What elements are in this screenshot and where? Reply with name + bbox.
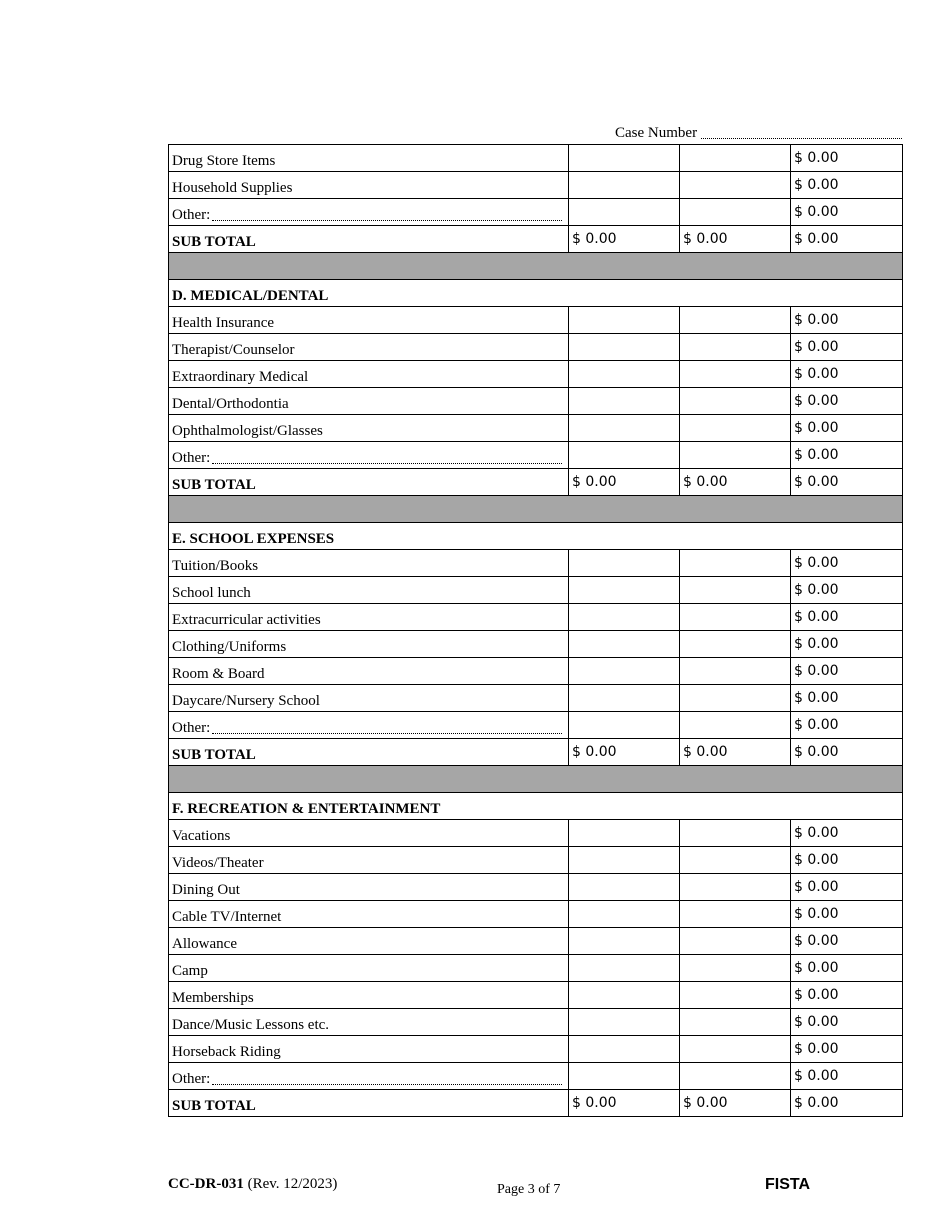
- expense-label: Extracurricular activities: [169, 604, 569, 631]
- amount-cell-3[interactable]: $ 0.00: [791, 550, 903, 577]
- subtotal-amount-3: $ 0.00: [791, 469, 903, 496]
- amount-cell-2[interactable]: [680, 442, 791, 469]
- amount-cell-3[interactable]: $ 0.00: [791, 577, 903, 604]
- expense-row: [169, 982, 903, 1009]
- section-header: [169, 280, 903, 307]
- expense-row: [169, 604, 903, 631]
- section-header: [169, 793, 903, 820]
- amount-cell-1[interactable]: [569, 955, 680, 982]
- expense-label: Other:: [172, 1071, 211, 1087]
- expense-row: [169, 820, 903, 847]
- expense-row: [169, 1036, 903, 1063]
- amount-cell-3[interactable]: $ 0.00: [791, 307, 903, 334]
- amount-cell-3[interactable]: $ 0.00: [791, 145, 903, 172]
- subtotal-amount-1: $ 0.00: [569, 1090, 680, 1117]
- expense-row: [169, 199, 903, 226]
- amount-cell-1[interactable]: [569, 1036, 680, 1063]
- amount-cell-3[interactable]: $ 0.00: [791, 631, 903, 658]
- form-code: [168, 1176, 337, 1193]
- expense-label: Dance/Music Lessons etc.: [169, 1009, 569, 1036]
- expense-label: Cable TV/Internet: [169, 901, 569, 928]
- form-code-id: CC-DR-031: [168, 1176, 244, 1192]
- section-title: D. MEDICAL/DENTAL: [169, 280, 903, 307]
- amount-cell-3[interactable]: $ 0.00: [791, 1036, 903, 1063]
- expense-label: Other:: [172, 720, 211, 736]
- other-field[interactable]: [172, 1069, 568, 1089]
- expense-label: Videos/Theater: [169, 847, 569, 874]
- amount-cell-3[interactable]: $ 0.00: [791, 172, 903, 199]
- amount-cell-1[interactable]: [569, 577, 680, 604]
- expense-row: [169, 847, 903, 874]
- subtotal-amount-2: $ 0.00: [680, 739, 791, 766]
- expense-label-cell[interactable]: [169, 1063, 569, 1090]
- expense-row: [169, 577, 903, 604]
- amount-cell-1[interactable]: [569, 199, 680, 226]
- case-number-row: [615, 122, 902, 142]
- expense-label: Horseback Riding: [169, 1036, 569, 1063]
- form-revision: (Rev. 12/2023): [247, 1176, 338, 1192]
- brand-label: FISTA: [765, 1176, 811, 1193]
- expense-label: Other:: [172, 207, 211, 223]
- amount-cell-2[interactable]: [680, 982, 791, 1009]
- amount-cell-2[interactable]: [680, 172, 791, 199]
- subtotal-amount-3: $ 0.00: [791, 226, 903, 253]
- expense-row: [169, 388, 903, 415]
- expense-row: [169, 685, 903, 712]
- amount-cell-2[interactable]: [680, 604, 791, 631]
- amount-cell-2[interactable]: [680, 685, 791, 712]
- other-description-input[interactable]: [212, 733, 562, 734]
- expense-label: Extraordinary Medical: [169, 361, 569, 388]
- expense-label: Vacations: [169, 820, 569, 847]
- section-title: E. SCHOOL EXPENSES: [169, 523, 903, 550]
- amount-cell-3[interactable]: $ 0.00: [791, 820, 903, 847]
- amount-cell-1[interactable]: [569, 550, 680, 577]
- separator-cell: [169, 766, 903, 793]
- other-field[interactable]: [172, 205, 568, 225]
- expense-row: [169, 1009, 903, 1036]
- amount-cell-1[interactable]: [569, 820, 680, 847]
- amount-cell-1[interactable]: [569, 712, 680, 739]
- section-separator: [169, 766, 903, 793]
- amount-cell-2[interactable]: [680, 334, 791, 361]
- separator-cell: [169, 253, 903, 280]
- subtotal-amount-2: $ 0.00: [680, 469, 791, 496]
- amount-cell-1[interactable]: [569, 307, 680, 334]
- page-number: Page 3 of 7: [497, 1182, 561, 1197]
- section-title: F. RECREATION & ENTERTAINMENT: [169, 793, 903, 820]
- amount-cell-2[interactable]: [680, 874, 791, 901]
- amount-cell-3[interactable]: $ 0.00: [791, 199, 903, 226]
- amount-cell-2[interactable]: [680, 631, 791, 658]
- expense-label: School lunch: [169, 577, 569, 604]
- section-separator: [169, 496, 903, 523]
- subtotal-amount-3: $ 0.00: [791, 739, 903, 766]
- subtotal-amount-1: $ 0.00: [569, 739, 680, 766]
- amount-cell-3[interactable]: $ 0.00: [791, 847, 903, 874]
- amount-cell-2[interactable]: [680, 388, 791, 415]
- expense-row: [169, 307, 903, 334]
- subtotal-row: [169, 469, 903, 496]
- subtotal-label: SUB TOTAL: [169, 739, 569, 766]
- subtotal-label: SUB TOTAL: [169, 1090, 569, 1117]
- amount-cell-2[interactable]: [680, 658, 791, 685]
- amount-cell-1[interactable]: [569, 901, 680, 928]
- expense-row: [169, 1063, 903, 1090]
- expense-row: [169, 550, 903, 577]
- amount-cell-2[interactable]: [680, 1036, 791, 1063]
- expense-row: [169, 874, 903, 901]
- expense-label-cell[interactable]: [169, 442, 569, 469]
- case-number-label: Case Number: [615, 125, 698, 141]
- amount-cell-2[interactable]: [680, 145, 791, 172]
- amount-cell-1[interactable]: [569, 361, 680, 388]
- amount-cell-1[interactable]: [569, 1009, 680, 1036]
- expense-label: Clothing/Uniforms: [169, 631, 569, 658]
- subtotal-label: SUB TOTAL: [169, 226, 569, 253]
- amount-cell-3[interactable]: $ 0.00: [791, 982, 903, 1009]
- amount-cell-3[interactable]: $ 0.00: [791, 604, 903, 631]
- other-description-input[interactable]: [212, 1084, 562, 1085]
- amount-cell-3[interactable]: $ 0.00: [791, 955, 903, 982]
- other-field[interactable]: [172, 718, 568, 738]
- amount-cell-1[interactable]: [569, 631, 680, 658]
- amount-cell-2[interactable]: [680, 199, 791, 226]
- expense-label: Drug Store Items: [169, 145, 569, 172]
- expense-row: [169, 415, 903, 442]
- expense-row: [169, 955, 903, 982]
- separator-cell: [169, 496, 903, 523]
- amount-cell-3[interactable]: $ 0.00: [791, 361, 903, 388]
- amount-cell-1[interactable]: [569, 847, 680, 874]
- amount-cell-2[interactable]: [680, 955, 791, 982]
- amount-cell-2[interactable]: [680, 820, 791, 847]
- amount-cell-2[interactable]: [680, 847, 791, 874]
- expense-label: Camp: [169, 955, 569, 982]
- case-number-input[interactable]: [701, 138, 902, 139]
- amount-cell-3[interactable]: $ 0.00: [791, 658, 903, 685]
- amount-cell-1[interactable]: [569, 685, 680, 712]
- expense-label: Room & Board: [169, 658, 569, 685]
- subtotal-row: [169, 1090, 903, 1117]
- subtotal-amount-1: $ 0.00: [569, 226, 680, 253]
- other-field[interactable]: [172, 448, 568, 468]
- amount-cell-3[interactable]: $ 0.00: [791, 334, 903, 361]
- expense-row: [169, 631, 903, 658]
- subtotal-amount-2: $ 0.00: [680, 1090, 791, 1117]
- expense-label-cell[interactable]: [169, 199, 569, 226]
- amount-cell-2[interactable]: [680, 901, 791, 928]
- expense-row: [169, 928, 903, 955]
- amount-cell-3[interactable]: $ 0.00: [791, 685, 903, 712]
- amount-cell-2[interactable]: [680, 577, 791, 604]
- expense-label: Dental/Orthodontia: [169, 388, 569, 415]
- amount-cell-1[interactable]: [569, 928, 680, 955]
- section-header: [169, 523, 903, 550]
- amount-cell-1[interactable]: [569, 334, 680, 361]
- expense-row: [169, 145, 903, 172]
- expense-label: Tuition/Books: [169, 550, 569, 577]
- amount-cell-3[interactable]: $ 0.00: [791, 712, 903, 739]
- amount-cell-3[interactable]: $ 0.00: [791, 415, 903, 442]
- expense-label: Other:: [172, 450, 211, 466]
- expense-label: Therapist/Counselor: [169, 334, 569, 361]
- amount-cell-1[interactable]: [569, 604, 680, 631]
- amount-cell-3[interactable]: $ 0.00: [791, 928, 903, 955]
- other-description-input[interactable]: [212, 220, 562, 221]
- amount-cell-1[interactable]: [569, 145, 680, 172]
- amount-cell-3[interactable]: $ 0.00: [791, 901, 903, 928]
- amount-cell-1[interactable]: [569, 442, 680, 469]
- expense-label: Ophthalmologist/Glasses: [169, 415, 569, 442]
- amount-cell-1[interactable]: [569, 658, 680, 685]
- expense-row: [169, 172, 903, 199]
- expense-table: [168, 144, 903, 1117]
- subtotal-amount-2: $ 0.00: [680, 226, 791, 253]
- amount-cell-2[interactable]: [680, 928, 791, 955]
- amount-cell-3[interactable]: $ 0.00: [791, 1063, 903, 1090]
- expense-row: [169, 901, 903, 928]
- amount-cell-3[interactable]: $ 0.00: [791, 388, 903, 415]
- expense-label: Household Supplies: [169, 172, 569, 199]
- amount-cell-1[interactable]: [569, 982, 680, 1009]
- expense-row: [169, 361, 903, 388]
- expense-label: Allowance: [169, 928, 569, 955]
- subtotal-row: [169, 226, 903, 253]
- amount-cell-2[interactable]: [680, 550, 791, 577]
- expense-row: [169, 334, 903, 361]
- expense-label: Memberships: [169, 982, 569, 1009]
- expense-label: Dining Out: [169, 874, 569, 901]
- expense-label-cell[interactable]: [169, 712, 569, 739]
- amount-cell-1[interactable]: [569, 1063, 680, 1090]
- expense-label: Health Insurance: [169, 307, 569, 334]
- other-description-input[interactable]: [212, 463, 562, 464]
- amount-cell-2[interactable]: [680, 415, 791, 442]
- amount-cell-2[interactable]: [680, 1009, 791, 1036]
- amount-cell-1[interactable]: [569, 415, 680, 442]
- amount-cell-1[interactable]: [569, 874, 680, 901]
- amount-cell-3[interactable]: $ 0.00: [791, 1009, 903, 1036]
- expense-row: [169, 442, 903, 469]
- subtotal-amount-1: $ 0.00: [569, 469, 680, 496]
- subtotal-amount-3: $ 0.00: [791, 1090, 903, 1117]
- amount-cell-2[interactable]: [680, 1063, 791, 1090]
- subtotal-row: [169, 739, 903, 766]
- amount-cell-2[interactable]: [680, 712, 791, 739]
- amount-cell-3[interactable]: $ 0.00: [791, 442, 903, 469]
- amount-cell-1[interactable]: [569, 172, 680, 199]
- subtotal-label: SUB TOTAL: [169, 469, 569, 496]
- expense-label: Daycare/Nursery School: [169, 685, 569, 712]
- expense-row: [169, 712, 903, 739]
- amount-cell-3[interactable]: $ 0.00: [791, 874, 903, 901]
- amount-cell-1[interactable]: [569, 388, 680, 415]
- amount-cell-2[interactable]: [680, 361, 791, 388]
- section-separator: [169, 253, 903, 280]
- amount-cell-2[interactable]: [680, 307, 791, 334]
- expense-row: [169, 658, 903, 685]
